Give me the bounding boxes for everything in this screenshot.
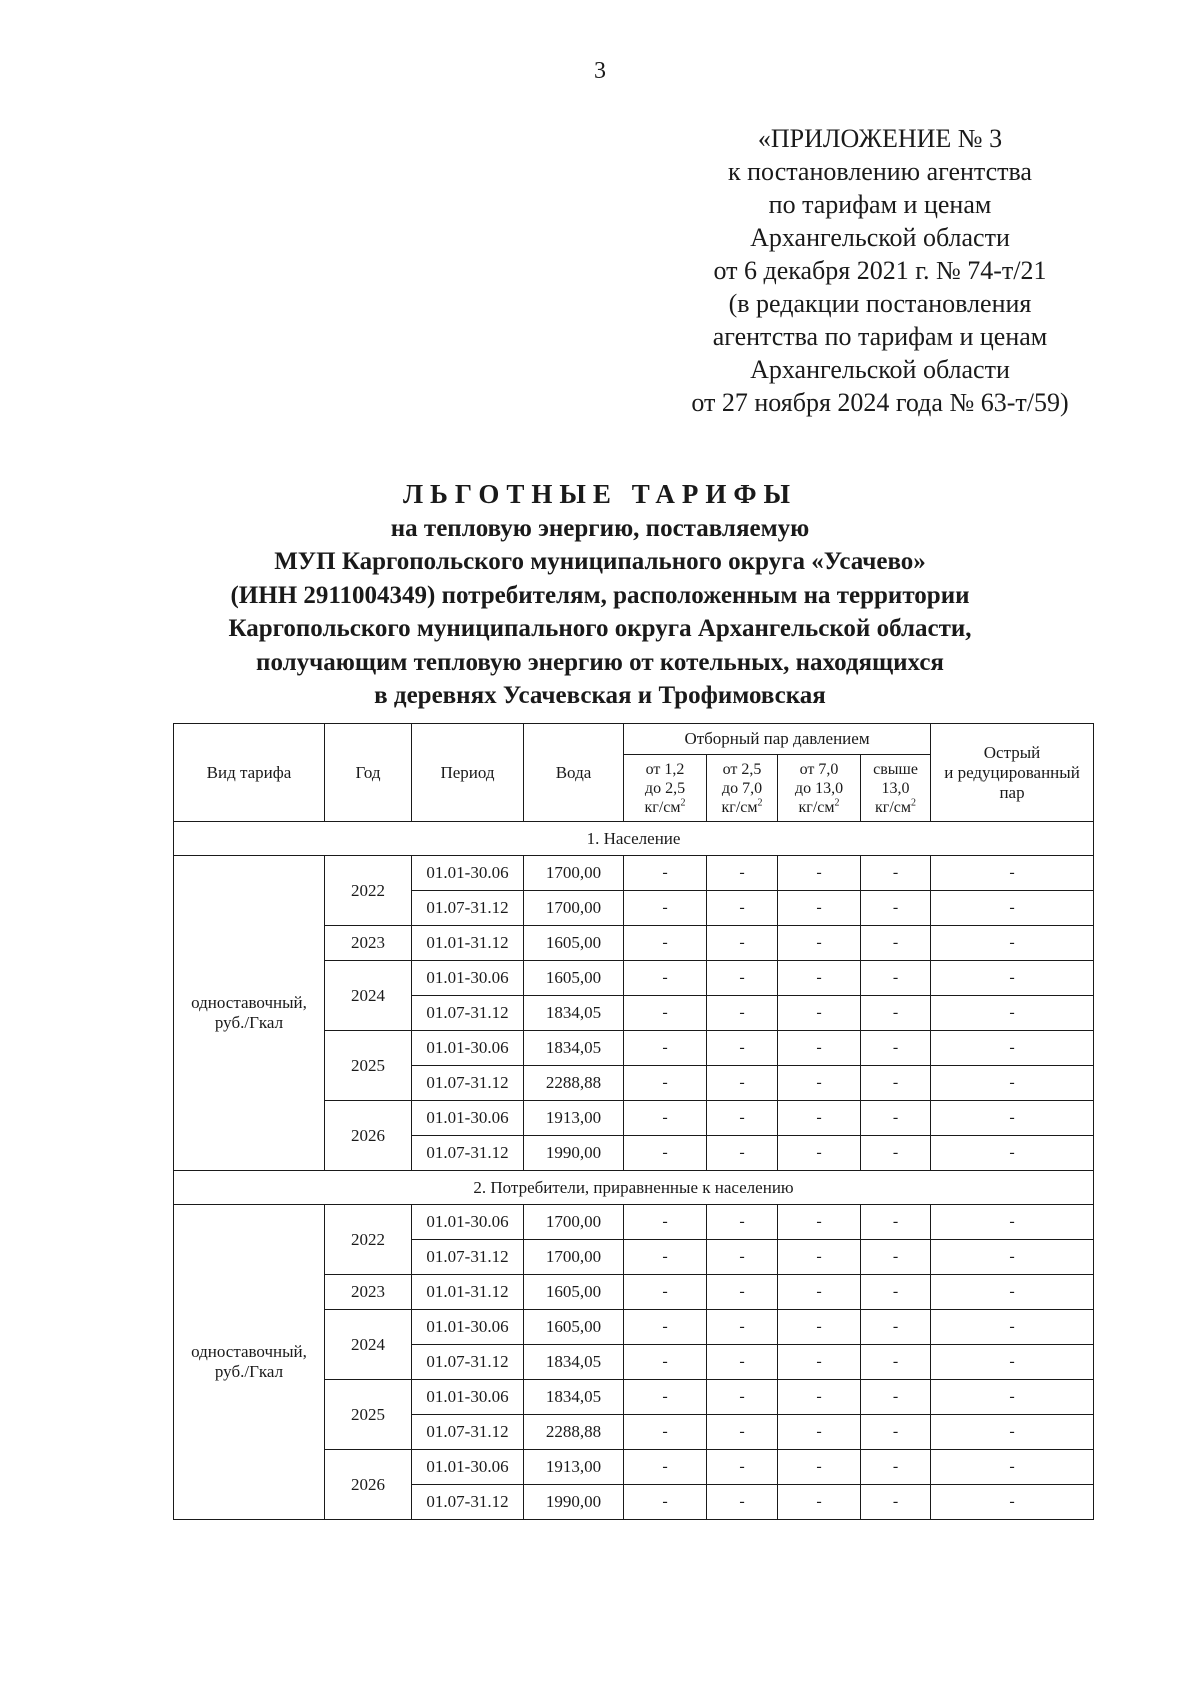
pressure-line: до 13,0 [794, 779, 844, 797]
empty-tariff-cell: - [624, 1415, 707, 1450]
empty-tariff-cell: - [624, 1101, 707, 1136]
year-cell: 2024 [325, 961, 412, 1031]
title-line: на тепловую энергию, поставляемую [390, 514, 810, 542]
empty-tariff-cell: - [624, 1031, 707, 1066]
appendix-line: Архангельской области [750, 355, 1010, 384]
empty-tariff-cell: - [778, 891, 861, 926]
pressure-line: от 1,2 [645, 760, 685, 778]
empty-tariff-cell: - [707, 856, 778, 891]
header-pressure-2 [707, 755, 778, 822]
empty-tariff-cell: - [861, 1310, 931, 1345]
pressure-line: от 7,0 [799, 760, 839, 778]
period-cell: 01.07-31.12 [412, 996, 524, 1031]
empty-tariff-cell: - [931, 961, 1094, 996]
empty-tariff-cell: - [778, 1136, 861, 1171]
empty-tariff-cell: - [861, 1066, 931, 1101]
water-tariff-cell: 2288,88 [524, 1066, 624, 1101]
empty-tariff-cell: - [778, 856, 861, 891]
unit-exponent: 2 [834, 797, 840, 809]
appendix-line: к постановлению агентства [728, 157, 1032, 186]
appendix-line: «ПРИЛОЖЕНИЕ № 3 [757, 124, 1003, 153]
year-cell: 2025 [325, 1031, 412, 1101]
empty-tariff-cell: - [931, 1101, 1094, 1136]
empty-tariff-cell: - [707, 1066, 778, 1101]
empty-tariff-cell: - [707, 1275, 778, 1310]
year-cell: 2026 [325, 1450, 412, 1520]
empty-tariff-cell: - [861, 1240, 931, 1275]
period-cell: 01.07-31.12 [412, 1066, 524, 1101]
empty-tariff-cell: - [707, 1240, 778, 1275]
tariff-type-line: одноставочный, [191, 1342, 307, 1361]
tariff-type-line: руб./Гкал [214, 1013, 284, 1032]
period-cell: 01.07-31.12 [412, 1415, 524, 1450]
appendix-line: от 27 ноября 2024 года № 63-т/59) [691, 388, 1069, 417]
empty-tariff-cell: - [778, 926, 861, 961]
pressure-line: до 7,0 [721, 779, 763, 797]
table-row [174, 856, 1094, 891]
section-title: 2. Потребители, приравненные к населению [174, 1171, 1094, 1205]
section-row [174, 1171, 1094, 1205]
empty-tariff-cell: - [931, 996, 1094, 1031]
empty-tariff-cell: - [624, 926, 707, 961]
water-tariff-cell: 1834,05 [524, 1380, 624, 1415]
water-tariff-cell: 1834,05 [524, 1345, 624, 1380]
appendix-line: от 6 декабря 2021 г. № 74-т/21 [713, 256, 1047, 285]
empty-tariff-cell: - [778, 1101, 861, 1136]
empty-tariff-cell: - [624, 891, 707, 926]
empty-tariff-cell: - [931, 1310, 1094, 1345]
empty-tariff-cell: - [861, 1485, 931, 1520]
empty-tariff-cell: - [861, 961, 931, 996]
water-tariff-cell: 1605,00 [524, 961, 624, 996]
pressure-unit [624, 798, 706, 817]
header-pressure-3 [778, 755, 861, 822]
title-line: получающим тепловую энергию от котельных, находящихся [256, 648, 944, 676]
empty-tariff-cell: - [931, 1450, 1094, 1485]
period-cell: 01.01-30.06 [412, 1101, 524, 1136]
tariff-type-line: руб./Гкал [214, 1362, 284, 1381]
year-cell: 2022 [325, 1205, 412, 1275]
empty-tariff-cell: - [861, 1345, 931, 1380]
appendix-line: агентства по тарифам и ценам [712, 322, 1048, 351]
tariff-type-cell [174, 856, 325, 1171]
tariff-type-cell [174, 1205, 325, 1520]
pressure-unit [778, 798, 860, 817]
tariff-type-line: одноставочный, [191, 993, 307, 1012]
period-cell: 01.07-31.12 [412, 891, 524, 926]
empty-tariff-cell: - [931, 1485, 1094, 1520]
empty-tariff-cell: - [624, 1345, 707, 1380]
empty-tariff-cell: - [778, 1031, 861, 1066]
empty-tariff-cell: - [861, 1031, 931, 1066]
empty-tariff-cell: - [778, 961, 861, 996]
unit-text: кг/см [875, 798, 912, 816]
empty-tariff-cell: - [861, 1380, 931, 1415]
empty-tariff-cell: - [624, 1136, 707, 1171]
empty-tariff-cell: - [931, 1031, 1094, 1066]
empty-tariff-cell: - [778, 1066, 861, 1101]
header-pressure-1 [624, 755, 707, 822]
empty-tariff-cell: - [861, 996, 931, 1031]
year-cell: 2025 [325, 1380, 412, 1450]
unit-exponent: 2 [911, 797, 917, 809]
period-cell: 01.01-30.06 [412, 1031, 524, 1066]
empty-tariff-cell: - [624, 1310, 707, 1345]
unit-exponent: 2 [757, 797, 763, 809]
appendix-line: Архангельской области [750, 223, 1010, 252]
empty-tariff-cell: - [707, 891, 778, 926]
year-cell: 2024 [325, 1310, 412, 1380]
empty-tariff-cell: - [778, 1310, 861, 1345]
tariffs-table [173, 723, 1094, 1520]
table-row [174, 1205, 1094, 1240]
empty-tariff-cell: - [707, 1485, 778, 1520]
empty-tariff-cell: - [624, 1066, 707, 1101]
empty-tariff-cell: - [624, 961, 707, 996]
pressure-unit [707, 798, 777, 817]
water-tariff-cell: 1605,00 [524, 1310, 624, 1345]
header-sharp-steam [931, 724, 1094, 822]
empty-tariff-cell: - [624, 996, 707, 1031]
empty-tariff-cell: - [861, 1205, 931, 1240]
empty-tariff-cell: - [778, 1415, 861, 1450]
header-year: Год [325, 724, 412, 822]
empty-tariff-cell: - [931, 1205, 1094, 1240]
empty-tariff-cell: - [931, 1275, 1094, 1310]
water-tariff-cell: 1700,00 [524, 856, 624, 891]
water-tariff-cell: 1700,00 [524, 1205, 624, 1240]
title-line: (ИНН 2911004349) потребителям, расположенным на территории [230, 581, 970, 609]
empty-tariff-cell: - [707, 926, 778, 961]
empty-tariff-cell: - [861, 891, 931, 926]
water-tariff-cell: 1605,00 [524, 1275, 624, 1310]
year-cell: 2023 [325, 926, 412, 961]
year-cell: 2026 [325, 1101, 412, 1171]
water-tariff-cell: 2288,88 [524, 1415, 624, 1450]
page-number: 3 [594, 58, 606, 84]
water-tariff-cell: 1605,00 [524, 926, 624, 961]
period-cell: 01.01-31.12 [412, 1275, 524, 1310]
title-line: в деревнях Усачевская и Трофимовская [374, 682, 826, 709]
empty-tariff-cell: - [707, 1310, 778, 1345]
period-cell: 01.07-31.12 [412, 1485, 524, 1520]
empty-tariff-cell: - [624, 1240, 707, 1275]
water-tariff-cell: 1913,00 [524, 1450, 624, 1485]
empty-tariff-cell: - [861, 1415, 931, 1450]
year-cell: 2023 [325, 1275, 412, 1310]
empty-tariff-cell: - [707, 1380, 778, 1415]
header-water: Вода [524, 724, 624, 822]
empty-tariff-cell: - [778, 1240, 861, 1275]
empty-tariff-cell: - [778, 1485, 861, 1520]
period-cell: 01.01-30.06 [412, 1205, 524, 1240]
water-tariff-cell: 1990,00 [524, 1136, 624, 1171]
empty-tariff-cell: - [931, 1380, 1094, 1415]
appendix-line: по тарифам и ценам [768, 190, 992, 219]
header-selected-steam: Отборный пар давлением [624, 724, 931, 755]
year-cell: 2022 [325, 856, 412, 926]
period-cell: 01.01-30.06 [412, 1450, 524, 1485]
section-row [174, 822, 1094, 856]
unit-exponent: 2 [680, 797, 686, 809]
header-pressure-4 [861, 755, 931, 822]
pressure-line: до 2,5 [644, 779, 686, 797]
header-sharp-line: Острый [983, 742, 1041, 762]
unit-text: кг/см [644, 798, 681, 816]
water-tariff-cell: 1700,00 [524, 1240, 624, 1275]
header-tariff-type: Вид тарифа [174, 724, 325, 822]
period-cell: 01.01-30.06 [412, 1380, 524, 1415]
empty-tariff-cell: - [931, 1240, 1094, 1275]
header-row [174, 724, 1094, 755]
period-cell: 01.01-30.06 [412, 1310, 524, 1345]
period-cell: 01.01-30.06 [412, 961, 524, 996]
empty-tariff-cell: - [861, 1450, 931, 1485]
empty-tariff-cell: - [624, 1380, 707, 1415]
water-tariff-cell: 1990,00 [524, 1485, 624, 1520]
pressure-line: свыше [873, 760, 918, 778]
empty-tariff-cell: - [707, 996, 778, 1031]
empty-tariff-cell: - [931, 1066, 1094, 1101]
water-tariff-cell: 1834,05 [524, 996, 624, 1031]
pressure-line: от 2,5 [722, 760, 762, 778]
period-cell: 01.07-31.12 [412, 1240, 524, 1275]
empty-tariff-cell: - [707, 1450, 778, 1485]
empty-tariff-cell: - [624, 856, 707, 891]
pressure-unit [861, 798, 930, 817]
empty-tariff-cell: - [707, 961, 778, 996]
empty-tariff-cell: - [707, 1415, 778, 1450]
empty-tariff-cell: - [707, 1136, 778, 1171]
period-cell: 01.07-31.12 [412, 1136, 524, 1171]
empty-tariff-cell: - [861, 926, 931, 961]
unit-text: кг/см [721, 798, 758, 816]
empty-tariff-cell: - [931, 891, 1094, 926]
empty-tariff-cell: - [778, 1205, 861, 1240]
empty-tariff-cell: - [931, 926, 1094, 961]
empty-tariff-cell: - [931, 856, 1094, 891]
header-sharp-line: пар [999, 782, 1025, 802]
header-sharp-line: и редуцированный [944, 762, 1080, 782]
period-cell: 01.01-30.06 [412, 856, 524, 891]
empty-tariff-cell: - [861, 856, 931, 891]
empty-tariff-cell: - [624, 1205, 707, 1240]
document-title [150, 478, 1050, 713]
empty-tariff-cell: - [778, 996, 861, 1031]
tariffs-table-body [174, 822, 1094, 1520]
section-title: 1. Население [174, 822, 1094, 856]
empty-tariff-cell: - [707, 1031, 778, 1066]
water-tariff-cell: 1700,00 [524, 891, 624, 926]
empty-tariff-cell: - [778, 1450, 861, 1485]
empty-tariff-cell: - [931, 1345, 1094, 1380]
period-cell: 01.07-31.12 [412, 1345, 524, 1380]
empty-tariff-cell: - [861, 1101, 931, 1136]
unit-text: кг/см [798, 798, 835, 816]
title-line: Каргопольского муниципального округа Архангельской области, [228, 615, 972, 642]
pressure-line: 13,0 [881, 779, 910, 797]
empty-tariff-cell: - [931, 1415, 1094, 1450]
empty-tariff-cell: - [778, 1345, 861, 1380]
empty-tariff-cell: - [778, 1275, 861, 1310]
empty-tariff-cell: - [931, 1136, 1094, 1171]
empty-tariff-cell: - [624, 1275, 707, 1310]
title-heading: ЛЬГОТНЫЕ ТАРИФЫ [402, 479, 798, 509]
empty-tariff-cell: - [707, 1345, 778, 1380]
empty-tariff-cell: - [707, 1205, 778, 1240]
empty-tariff-cell: - [861, 1275, 931, 1310]
water-tariff-cell: 1834,05 [524, 1031, 624, 1066]
appendix-line: (в редакции постановления [728, 289, 1032, 318]
empty-tariff-cell: - [624, 1485, 707, 1520]
water-tariff-cell: 1913,00 [524, 1101, 624, 1136]
period-cell: 01.01-31.12 [412, 926, 524, 961]
empty-tariff-cell: - [707, 1101, 778, 1136]
appendix-reference [610, 122, 1150, 419]
header-period: Период [412, 724, 524, 822]
empty-tariff-cell: - [624, 1450, 707, 1485]
title-line: МУП Каргопольского муниципального округа «Усачево» [274, 548, 926, 575]
empty-tariff-cell: - [778, 1380, 861, 1415]
empty-tariff-cell: - [861, 1136, 931, 1171]
